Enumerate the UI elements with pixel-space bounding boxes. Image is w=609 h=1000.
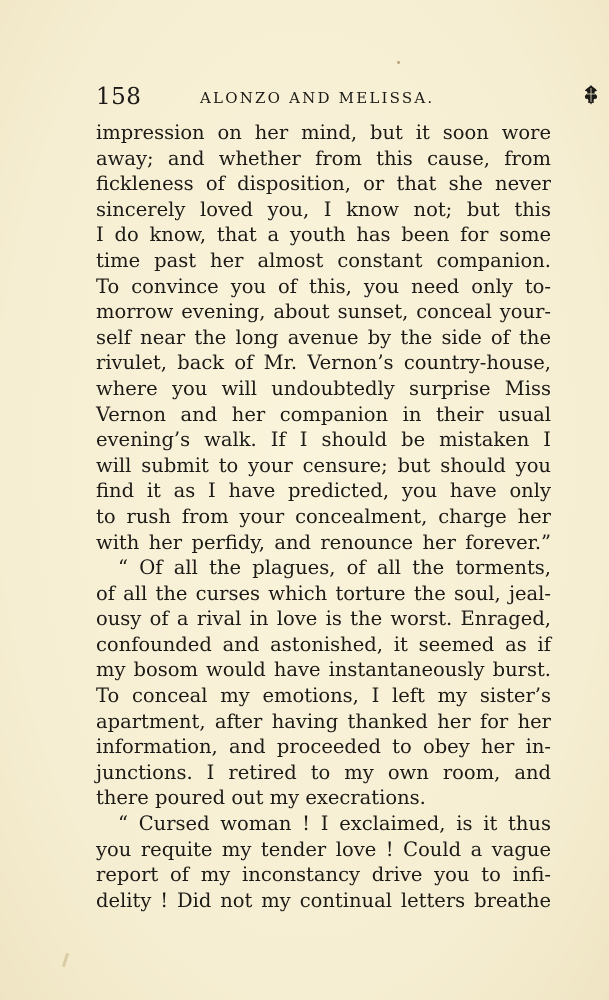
text-line: junctions. I retired to my own room, and	[96, 760, 551, 784]
text-line: impression on her mind, but it soon wore	[96, 121, 551, 144]
text-line: away; and whether from this cause, from	[96, 146, 551, 170]
text-line: my bosom would have instantaneously burst.	[96, 658, 551, 682]
paper-mark	[62, 953, 69, 967]
text-line: To convince you of this, you need only to-	[96, 274, 551, 298]
text-line: time past her almost constant companion.	[96, 248, 551, 272]
text-line: report of my inconstancy drive you to infi-	[96, 863, 551, 887]
text-line: find it as I have predicted, you have only	[96, 479, 551, 503]
text-line: rivulet, back of Mr. Vernon’s country-house,	[96, 351, 551, 375]
text-line: will submit to your censure; but should you	[96, 453, 551, 477]
text-line: fickleness of disposition, or that she never	[96, 172, 551, 196]
text-line: information, and proceeded to obey her in-	[96, 735, 551, 759]
text-line: Vernon and her companion in their usual	[96, 402, 551, 426]
text-line: “ Cursed woman ! I exclaimed, is it thus	[118, 812, 551, 836]
text-line: To conceal my emotions, I left my sister’s	[96, 684, 551, 708]
text-line: I do know, that a youth has been for some	[96, 223, 551, 247]
paper-speck	[397, 61, 400, 64]
text-line: morrow evening, about sunset, conceal your-	[96, 300, 551, 324]
text-line: self near the long avenue by the side of the	[96, 325, 551, 349]
text-line: there poured out my execrations.	[96, 786, 426, 810]
text-line: with her perfidy, and renounce her forever.”	[96, 530, 551, 554]
printer-fleuron-icon	[583, 84, 599, 106]
text-line: evening’s walk. If I should be mistaken I	[96, 428, 551, 452]
text-line: of all the curses which torture the soul, jeal-	[96, 581, 551, 605]
body-text	[96, 120, 551, 913]
text-line: sincerely loved you, I know not; but this	[96, 197, 551, 221]
text-line: to rush from your concealment, charge her	[96, 504, 551, 528]
text-line: apartment, after having thanked her for her	[96, 709, 551, 733]
page-header	[96, 84, 601, 114]
text-line: confounded and astonished, it seemed as if	[96, 632, 551, 656]
text-line: “ Of all the plagues, of all the torments,	[118, 556, 551, 580]
text-line: you requite my tender love ! Could a vague	[96, 837, 551, 861]
running-title: ALONZO AND MELISSA.	[200, 89, 435, 107]
text-line: where you will undoubtedly surprise Miss	[96, 376, 551, 400]
text-line: ousy of a rival in love is the worst. Enraged,	[96, 607, 551, 631]
page-number: 158	[96, 84, 142, 110]
text-line: delity ! Did not my continual letters breathe	[96, 888, 551, 912]
